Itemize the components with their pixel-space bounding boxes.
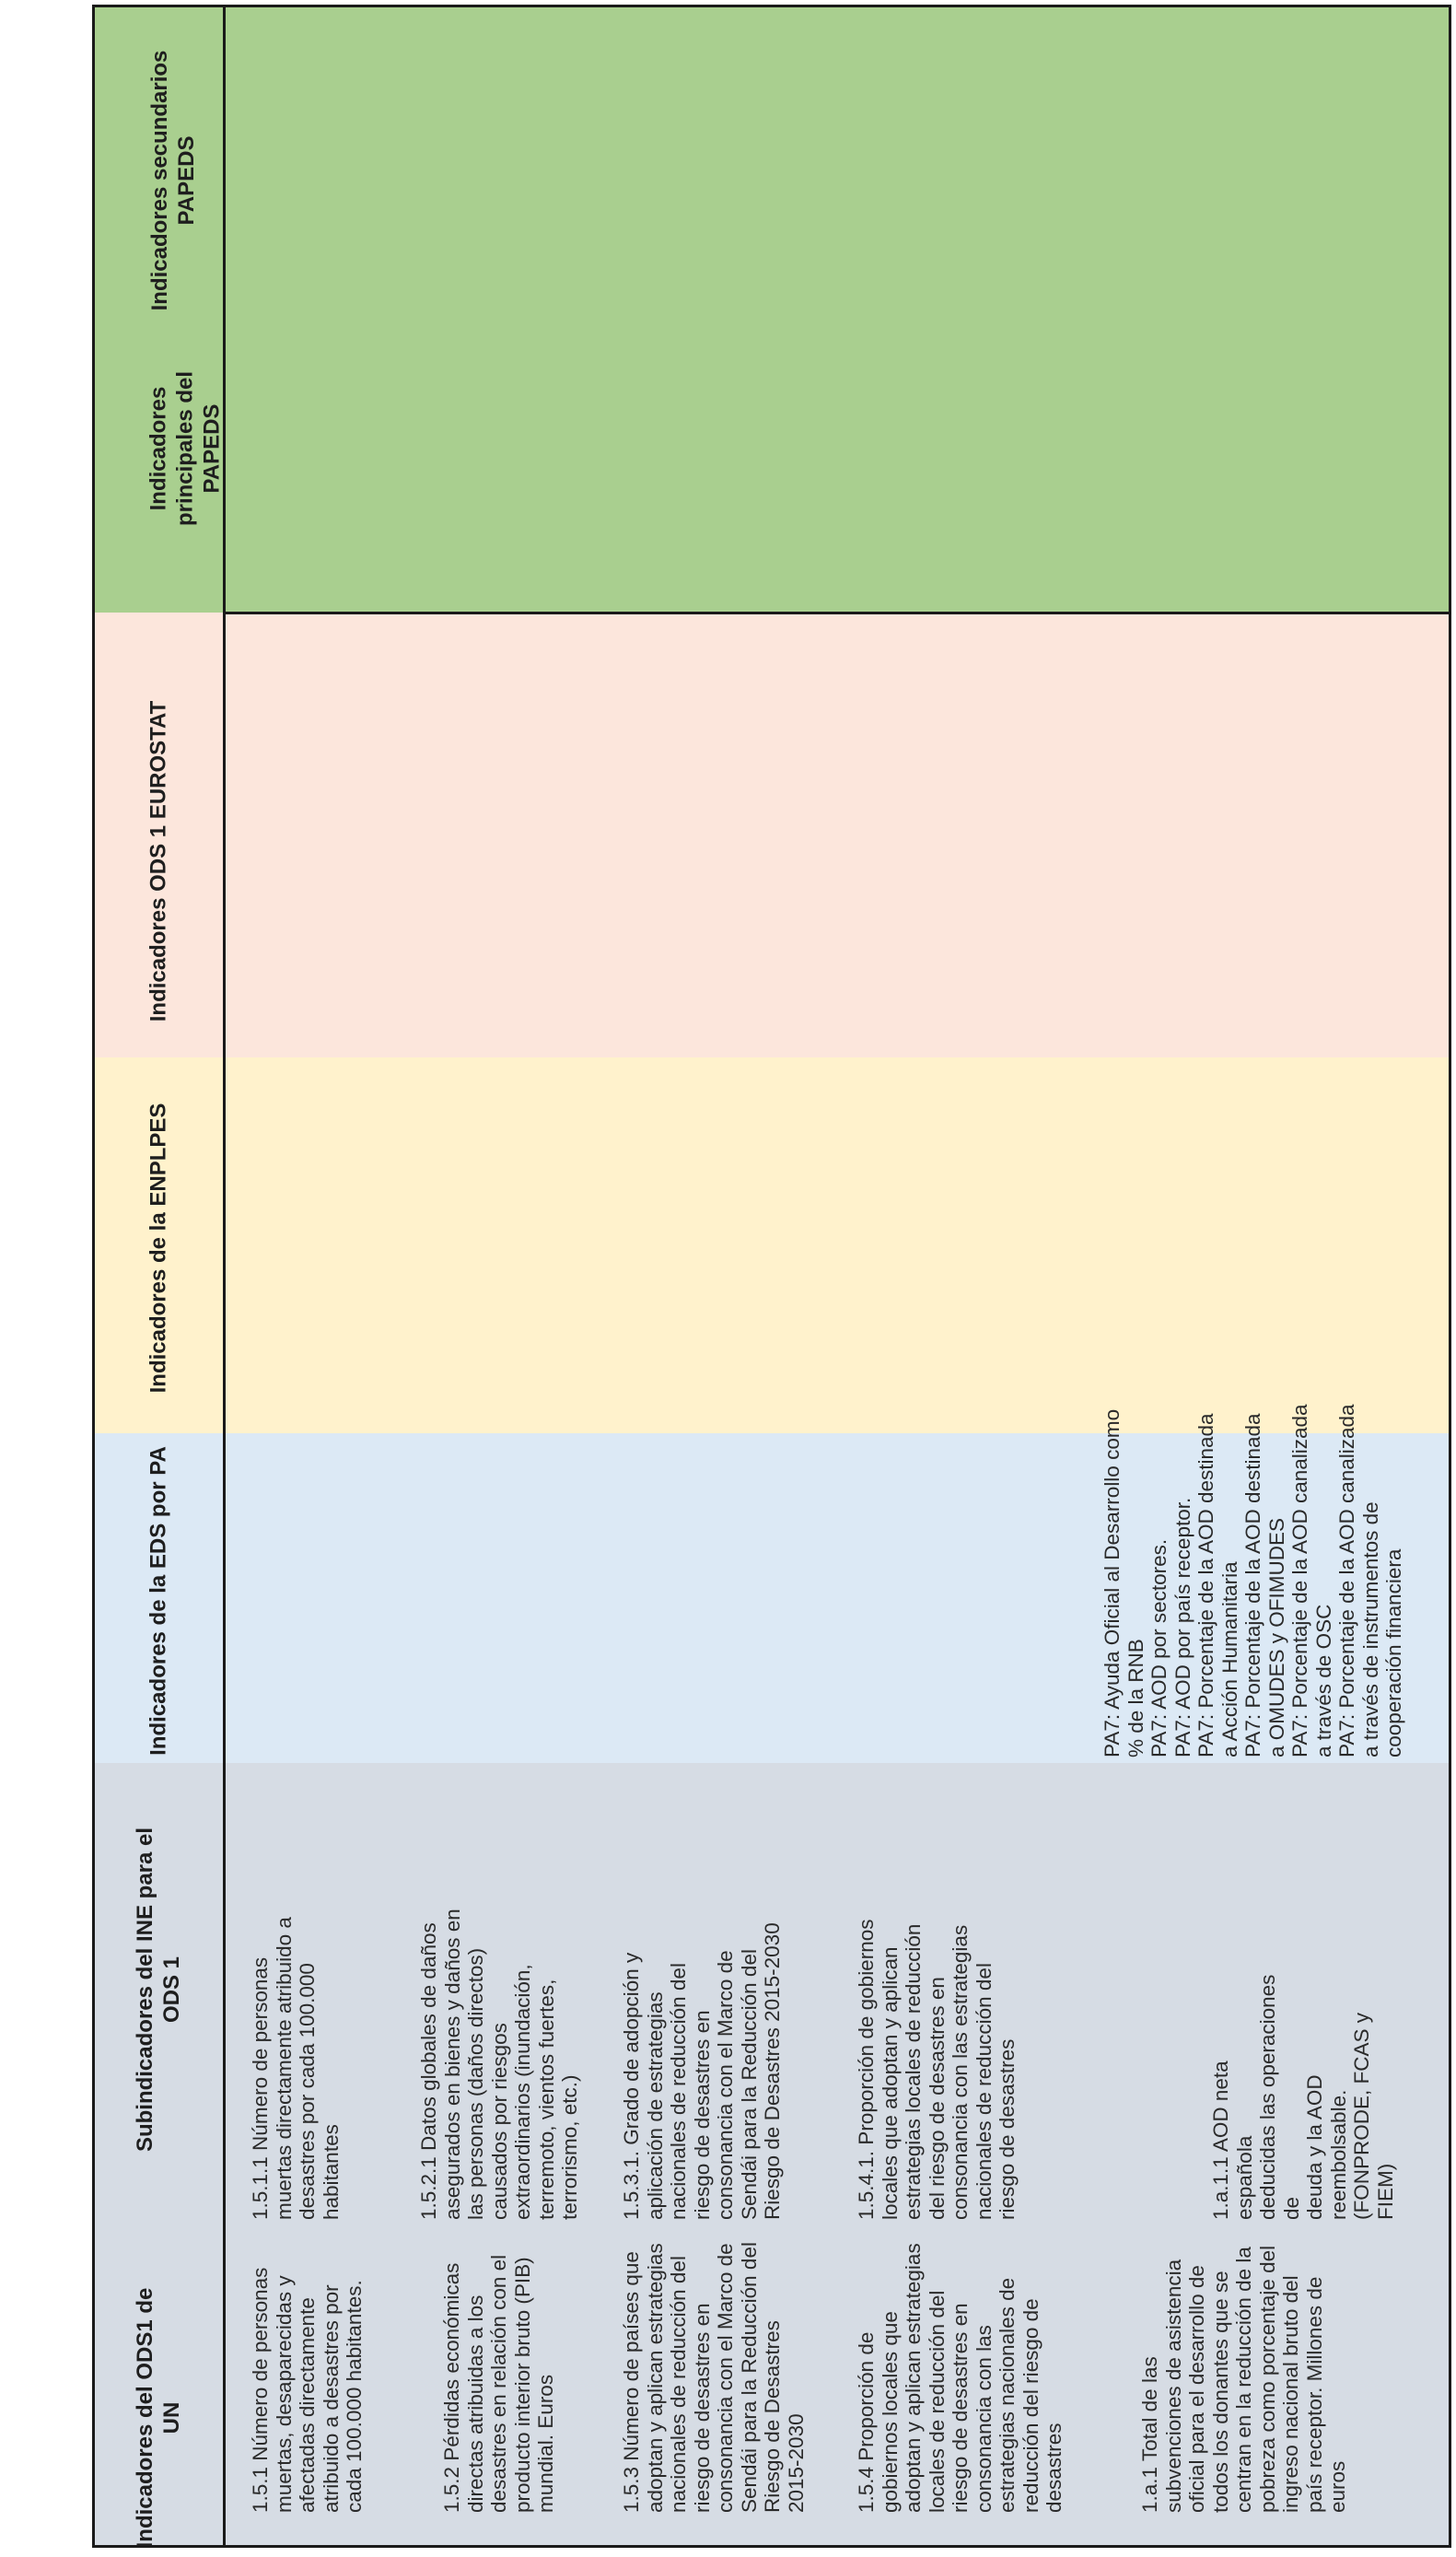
table-bottom-rule	[92, 2545, 1451, 2548]
column-divider-papeds	[223, 612, 1451, 614]
eds-pa-indicators-pa7: PA7: Ayuda Oficial al Desarrollo como % de la RNB PA7: AOD por sectores. PA7: AOD por país receptor. PA7: Porcentaje de la AOD destinada a Acción Humanitaria PA7: Porcentaje de la AOD destinada a OMUDES y OFIMUDES PA7: Porcentaje de la AOD canalizada a través de OSC PA7: Porcentaje de la AOD canalizada a través de instrumentos de cooperación financiera	[1101, 1404, 1405, 1757]
un-indicator-1-5-1: 1.5.1 Número de personas muertas, desaparecidas y afectadas directamente atribuido a desastres por cada 100.000 habitantes.	[249, 2267, 366, 2513]
un-indicator-1-5-4: 1.5.4 Proporción de gobiernos locales que adoptan y aplican estrategias locales de reducción del riesgo de desastres en consonancia con las estrategias nacionales de reducción del riesgo de desastres	[855, 2243, 1066, 2513]
ine-subindicator-1-5-2-1: 1.5.2.1 Datos globales de daños asegurados en bienes y daños en las personas (daños directos) causados por riesgos extraordinarios (inundación, terremoto, vientos fuertes, terrorismo, etc.)	[417, 1909, 581, 2220]
ine-subindicator-1-a-1-1: 1.a.1.1 AOD neta española deducidas las operaciones de deuda y la AOD reembolsable. (FONPRODE, FCAS y FIEM)	[1209, 1974, 1397, 2220]
header-papeds-principal: Indicadores principales del PAPEDS	[146, 370, 225, 527]
ine-subindicator-1-5-3-1: 1.5.3.1. Grado de adopción y aplicación de estrategias nacionales de reducción del riesgo de desastres en consonancia con el Marco de Sendái para la Reducción del Riesgo de Desastres 2015-2030	[620, 1922, 784, 2220]
un-indicator-1-5-3: 1.5.3 Número de países que adoptan y aplican estrategias nacionales de reducción del riesgo de desastres en consonancia con el Marco de Sendái para la Reducción del Riesgo de Desastres 2015-2030	[620, 2242, 808, 2513]
header-eds-pa: Indicadores de la EDS por PA	[146, 1446, 171, 1756]
ine-subindicator-1-5-4-1: 1.5.4.1. Proporción de gobiernos locales que adoptan y aplican estrategias locales de reducción del riesgo de desastres en consonancia con las estrategias nacionales de reducción del riesgo de desastres	[855, 1919, 1019, 2220]
header-eurostat: Indicadores ODS 1 EUROSTAT	[146, 700, 171, 1022]
ine-subindicator-1-5-1-1: 1.5.1.1 Número de personas muertas directamente atribuido a desastres por cada 100.000 habitantes	[249, 1917, 343, 2220]
header-ine-subindicators: Subindicadores del INE para el ODS 1	[133, 1827, 184, 2153]
header-enplpes: Indicadores de la ENPLPES	[146, 1103, 171, 1394]
header-un-ods1: Indicadores del ODS1 de UN	[133, 2287, 184, 2549]
un-indicator-1-a-1: 1.a.1 Total de las subvenciones de asistencia oficial para el desarrollo de todos los donantes que se centran en la reducción de la pobreza como porcentaje del ingreso nacional bruto del país receptor. Millones de euros	[1138, 2245, 1349, 2513]
header-papeds-secundario: Indicadores secundarios PAPEDS	[147, 50, 199, 311]
un-indicator-1-5-2: 1.5.2 Pérdidas económicas directas atribuidas a los desastres en relación con el producto interior bruto (PIB) mundial. Euros	[440, 2254, 557, 2513]
